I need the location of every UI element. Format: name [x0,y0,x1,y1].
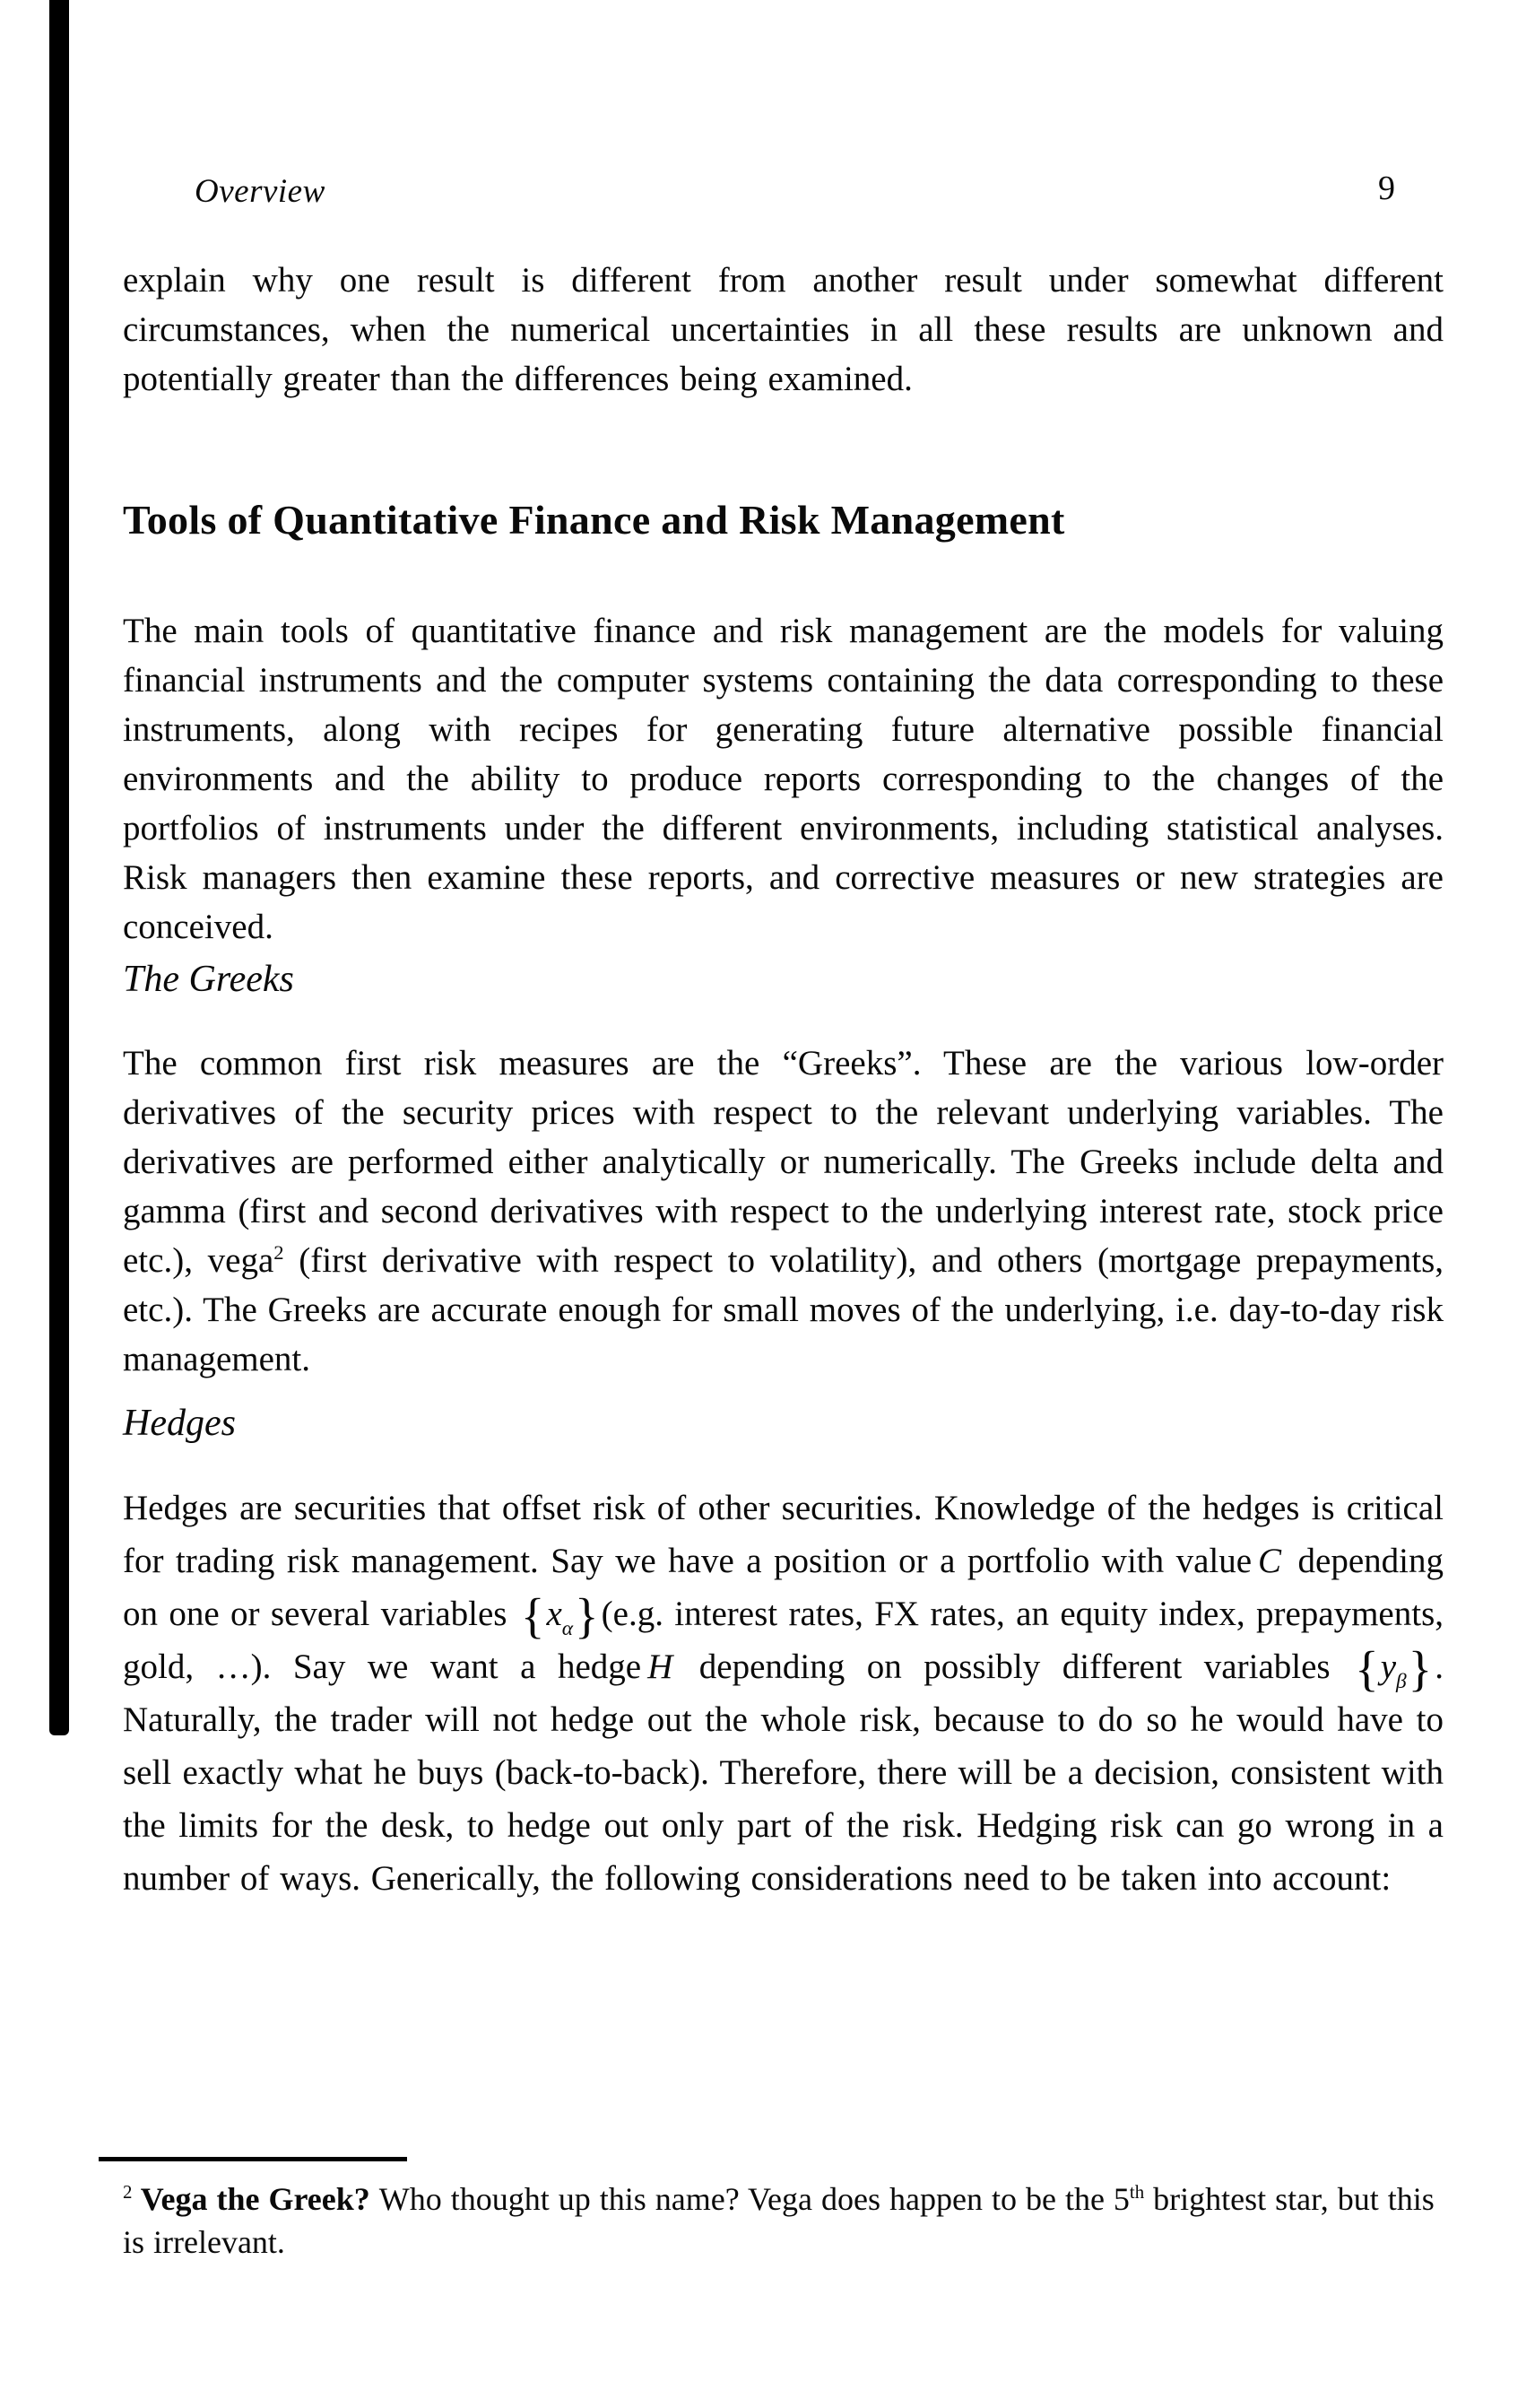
footnote-rule [99,2157,407,2161]
section-paragraph: The main tools of quantitative finance and risk management are the models for valuing financial instruments and the computer systems containing the data corresponding to these instruments, along with recipes for generating future alternative possible financial environments and the ability to produce reports corresponding to the changes of the portfolios of instruments under the different environments, including statistical analyses. Risk managers then examine these reports, and corrective measures or new strategies are conceived. [123,612,1444,946]
intro-paragraph: explain why one result is different from another result under somewhat different circumstances, when the numerical uncertainties in all these results are unknown and potentially greater than the differences being examined. [123,261,1444,398]
subsection-title-greeks: The Greeks [123,959,294,1000]
subsection-title-hedges: Hedges [123,1403,236,1444]
section-title: Tools of Quantitative Finance and Risk Management [123,497,1065,543]
running-header-title: Overview [195,173,325,210]
hedges-paragraph: Hedges are securities that offset risk of other securities. Knowledge of the hedges is critical for trading risk management. Say we have a position or a portfolio with value C depending on one or several variables $\{x_\alpha\}(e.g$. interest rates, FX rates, an equity index, prepayments, gold, …). Say we want a hedge H depending on possibly different variables $\{y_\beta\}$. Naturally, the trader will not hedge out the whole risk, because to do so he would have to sell exactly what he buys (back-to-back). Therefore, there will be a decision, consistent with the limits for the desk, to hedge out only part of the risk. Hedging risk can go wrong in a number of ways. Generically, the following considerations need to be taken into account: [123,1489,1444,1898]
page-number: 9 [1378,170,1395,207]
greeks-paragraph: The common first risk measures are the “Greeks”. These are the various low-order derivatives of the security prices with respect to the relevant underlying variables. The derivatives are performed either analytically or numerically. The Greeks include delta and gamma (first and second derivatives with respect to the underlying interest rate, stock price etc.), vega$^2$ (first derivative with respect to volatility), and others (mortgage prepayments, etc.). The Greeks are accurate enough for small moves of the underlying, i.e. day-to-day risk management. [123,1044,1444,1378]
scan-gutter-artifact [49,0,69,1735]
footnote-text: $^2$ Vega the Greek? Who thought up this name? Vega does happen to be the 5th brightest star, but this is irrelevant. [123,2181,1435,2260]
